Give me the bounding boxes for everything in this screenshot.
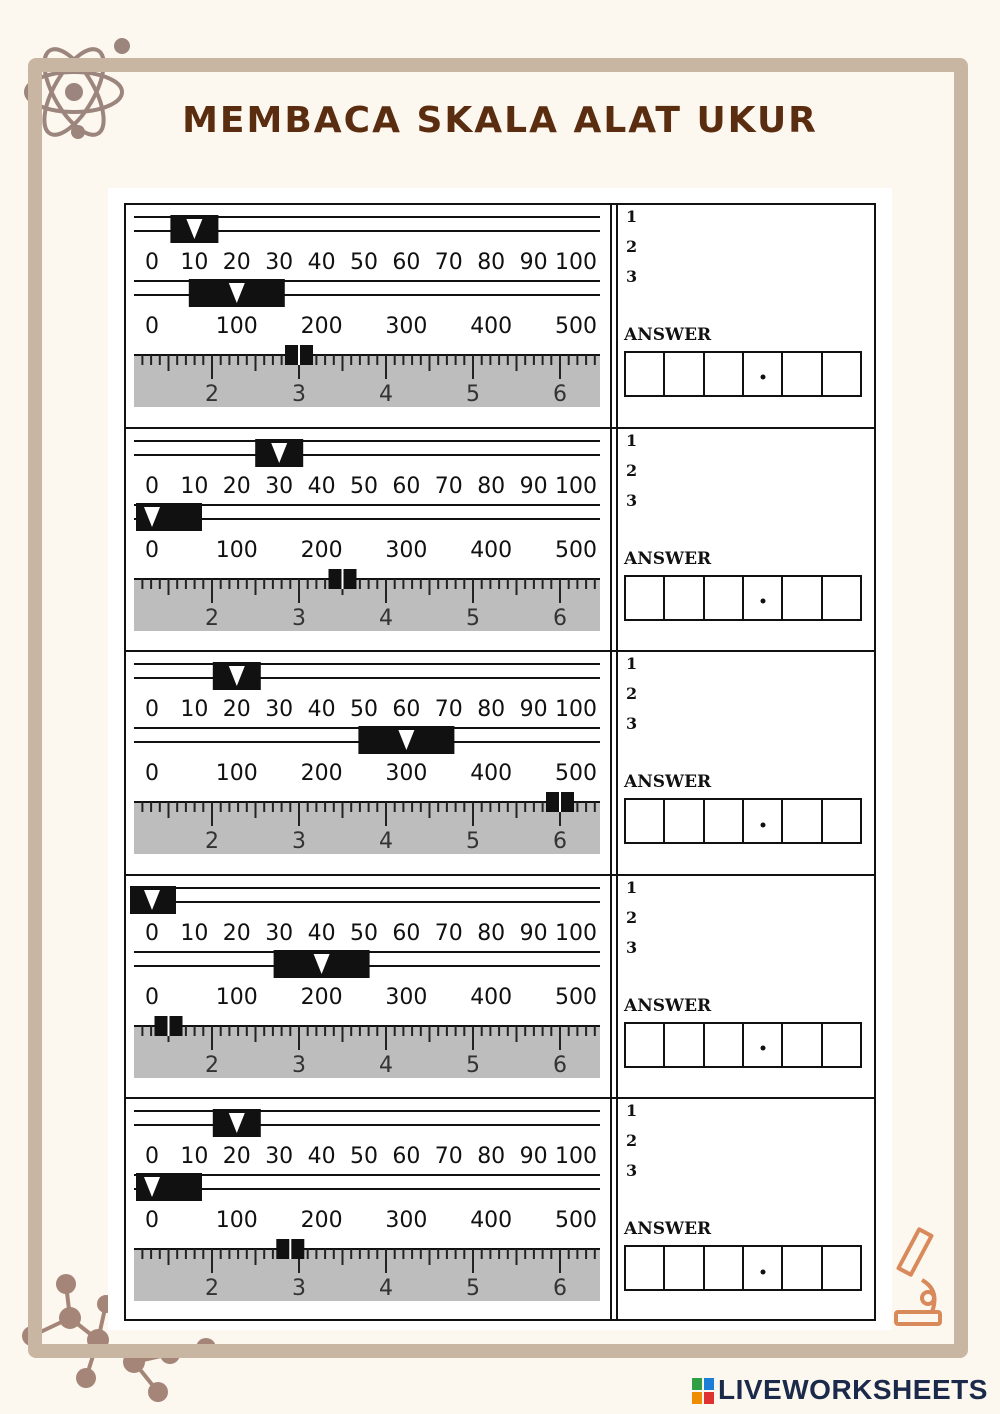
scale-tick-label: 80 (477, 1144, 506, 1170)
scale-tick-label: 30 (265, 473, 294, 499)
scale-tick-label: 0 (145, 761, 159, 787)
scale-tick-label: 70 (434, 250, 463, 275)
scale-tick-label: 0 (145, 314, 159, 339)
answer-digit-input[interactable] (783, 1247, 822, 1289)
question-number: 3 (626, 267, 638, 286)
scale-tick-label: 500 (555, 984, 597, 1010)
scale-tick-label: 100 (215, 1208, 258, 1234)
ruler-tick-label: 2 (205, 829, 219, 855)
measuring-scales (130, 878, 610, 1092)
scale-tick-label: 30 (265, 920, 294, 946)
answer-digit-input[interactable] (823, 800, 860, 842)
scale-tick-label: 60 (392, 697, 421, 723)
ruler-tick-label: 5 (466, 829, 480, 855)
answer-decimal-cell (744, 577, 783, 619)
scale-pointer (189, 279, 285, 307)
answer-input-boxes (624, 575, 862, 621)
scale-tick-label: 20 (222, 473, 251, 499)
decimal-point (760, 1269, 765, 1274)
scale-tick-label: 60 (392, 250, 421, 275)
scale-tick-label: 300 (385, 761, 428, 787)
question-number: 3 (626, 714, 638, 734)
ruler-pointer (285, 345, 313, 365)
scale-tick-label: 60 (392, 1144, 421, 1170)
answer-cell (616, 1097, 876, 1321)
ruler-tick-label: 5 (466, 1052, 480, 1078)
scale-tick-label: 400 (470, 984, 513, 1010)
scale-tick-label: 40 (307, 250, 336, 275)
answer-cell (616, 203, 876, 427)
scale-pointer (255, 439, 303, 467)
ruler-tick-label: 2 (205, 382, 219, 407)
exercise-row (124, 874, 876, 1098)
scale-tick-label: 90 (519, 1144, 548, 1170)
scale-pointer (130, 886, 176, 914)
scale-tick-label: 400 (470, 537, 513, 563)
ruler-tick-label: 6 (553, 1276, 567, 1302)
ruler-tick-label: 6 (553, 1052, 567, 1078)
answer-digit-input[interactable] (665, 353, 704, 395)
answer-label: ANSWER (624, 995, 712, 1016)
answer-digit-input[interactable] (626, 1024, 665, 1066)
question-number: 3 (626, 490, 638, 510)
measuring-scales (130, 654, 610, 868)
scale-tick-label: 30 (265, 250, 294, 275)
scale-tick-label: 500 (555, 1208, 597, 1234)
scale-tick-label: 500 (555, 314, 597, 339)
ruler-pointer (155, 1016, 183, 1036)
ruler-tick-label: 4 (379, 1276, 393, 1302)
question-number: 1 (626, 1101, 638, 1121)
scale-pointer (136, 1173, 202, 1201)
scale-tick-label: 80 (477, 697, 506, 723)
ruler-tick-label: 4 (379, 382, 393, 407)
scale-tick-label: 100 (555, 697, 597, 723)
answer-digit-input[interactable] (665, 800, 704, 842)
answer-digit-input[interactable] (665, 577, 704, 619)
scale-tick-label: 60 (392, 473, 421, 499)
scale-tick-label: 70 (434, 1144, 463, 1170)
scale-tick-label: 200 (300, 314, 343, 339)
scale-tick-label: 50 (350, 697, 378, 723)
scale-tick-label: 90 (519, 920, 548, 946)
liveworksheets-brand: LIVEWORKSHEETS (718, 1374, 988, 1405)
scale-tick-label: 0 (145, 473, 159, 499)
scale-cell (124, 874, 612, 1098)
scale-tick-label: 10 (180, 697, 209, 723)
scale-pointer (136, 503, 202, 531)
answer-digit-input[interactable] (665, 1247, 704, 1289)
answer-label: ANSWER (624, 772, 712, 793)
question-number: 1 (626, 877, 638, 897)
ruler-tick-label: 5 (466, 605, 480, 631)
ruler-tick-label: 5 (466, 1276, 480, 1302)
ruler-tick-label: 3 (292, 1052, 306, 1078)
decimal-point (760, 375, 765, 380)
scale-tick-label: 200 (300, 761, 343, 787)
scale-tick-label: 400 (470, 761, 513, 787)
scale-tick-label: 70 (434, 920, 463, 946)
scale-tick-label: 100 (555, 920, 597, 946)
question-number: 2 (626, 684, 638, 704)
answer-decimal-cell (744, 800, 783, 842)
decimal-point (760, 1046, 765, 1051)
scale-tick-label: 40 (307, 697, 336, 723)
scale-tick-label: 50 (350, 250, 378, 275)
answer-digit-input[interactable] (783, 577, 822, 619)
scale-tick-label: 500 (555, 761, 597, 787)
answer-decimal-cell (744, 1247, 783, 1289)
scale-tick-label: 90 (519, 473, 548, 499)
measuring-scales (130, 431, 610, 645)
question-number: 1 (626, 654, 638, 674)
question-number: 2 (626, 460, 638, 480)
ruler-tick-label: 6 (553, 382, 567, 407)
answer-input-boxes (624, 798, 862, 844)
ruler-tick-label: 3 (292, 1276, 306, 1302)
answer-input-boxes (624, 351, 862, 397)
ruler-tick-label: 5 (466, 382, 480, 407)
scale-tick-label: 40 (307, 1144, 336, 1170)
scale-tick-label: 10 (180, 1144, 209, 1170)
scale-pointer (358, 726, 454, 754)
exercise-row (124, 203, 876, 427)
decimal-point (760, 598, 765, 603)
answer-label: ANSWER (624, 1219, 712, 1240)
scale-pointer (213, 662, 261, 690)
answer-digit-input[interactable] (665, 1024, 704, 1066)
scale-tick-label: 30 (265, 697, 294, 723)
scale-tick-label: 20 (222, 920, 251, 946)
scale-tick-label: 100 (215, 984, 258, 1010)
ruler-tick-label: 2 (205, 1276, 219, 1302)
scale-tick-label: 70 (434, 473, 463, 499)
answer-decimal-cell (744, 1024, 783, 1066)
scale-tick-label: 300 (385, 1208, 428, 1234)
scale-pointer (170, 215, 218, 243)
scale-tick-label: 20 (222, 697, 251, 723)
answer-digit-input[interactable] (626, 1247, 665, 1289)
question-number: 2 (626, 237, 638, 256)
answer-cell (616, 650, 876, 874)
answer-decimal-cell (744, 353, 783, 395)
answer-cell (616, 427, 876, 651)
scale-cell (124, 427, 612, 651)
answer-digit-input[interactable] (783, 1024, 822, 1066)
question-number: 2 (626, 907, 638, 927)
scale-tick-label: 0 (145, 250, 159, 275)
scale-cell (124, 203, 612, 427)
scale-cell (124, 1097, 612, 1321)
scale-tick-label: 20 (222, 250, 251, 275)
ruler-pointer (276, 1239, 304, 1259)
question-number: 1 (626, 430, 638, 450)
scale-tick-label: 100 (555, 250, 597, 275)
scale-tick-label: 50 (350, 920, 378, 946)
measuring-scales (130, 1101, 610, 1315)
scale-tick-label: 40 (307, 920, 336, 946)
scale-tick-label: 100 (215, 314, 258, 339)
exercise-table (124, 203, 876, 1321)
measuring-scales (130, 207, 610, 421)
page-title: MEMBACA SKALA ALAT UKUR (182, 100, 818, 141)
ruler-tick-label: 2 (205, 1052, 219, 1078)
ruler-tick-label: 4 (379, 829, 393, 855)
ruler-pointer (546, 792, 574, 812)
question-number: 2 (626, 1131, 638, 1151)
exercise-row (124, 650, 876, 874)
scale-tick-label: 0 (145, 984, 159, 1010)
answer-digit-input[interactable] (783, 353, 822, 395)
answer-digit-input[interactable] (823, 353, 860, 395)
scale-tick-label: 50 (350, 1144, 378, 1170)
answer-digit-input[interactable] (705, 577, 744, 619)
answer-digit-input[interactable] (823, 1024, 860, 1066)
answer-cell (616, 874, 876, 1098)
question-number: 3 (626, 1161, 638, 1181)
answer-label: ANSWER (624, 548, 712, 569)
exercise-row (124, 427, 876, 651)
scale-tick-label: 400 (470, 1208, 513, 1234)
ruler-tick-label: 6 (553, 829, 567, 855)
answer-digit-input[interactable] (626, 577, 665, 619)
scale-tick-label: 200 (300, 537, 343, 563)
answer-digit-input[interactable] (823, 577, 860, 619)
ruler-tick-label: 2 (205, 605, 219, 631)
answer-digit-input[interactable] (783, 800, 822, 842)
scale-tick-label: 300 (385, 984, 428, 1010)
scale-tick-label: 200 (300, 1208, 343, 1234)
ruler-tick-label: 3 (292, 829, 306, 855)
scale-tick-label: 90 (519, 697, 548, 723)
answer-digit-input[interactable] (705, 1247, 744, 1289)
answer-input-boxes (624, 1245, 862, 1291)
scale-tick-label: 10 (180, 473, 209, 499)
answer-label: ANSWER (624, 325, 712, 345)
scale-tick-label: 70 (434, 697, 463, 723)
ruler-pointer (329, 569, 357, 589)
scale-tick-label: 30 (265, 1144, 294, 1170)
scale-tick-label: 80 (477, 920, 506, 946)
ruler-tick-label: 4 (379, 605, 393, 631)
scale-tick-label: 500 (555, 537, 597, 563)
scale-tick-label: 60 (392, 920, 421, 946)
scale-tick-label: 80 (477, 473, 506, 499)
ruler-tick-label: 3 (292, 605, 306, 631)
scale-tick-label: 300 (385, 537, 428, 563)
answer-digit-input[interactable] (626, 800, 665, 842)
scale-tick-label: 10 (180, 920, 209, 946)
scale-tick-label: 100 (555, 473, 597, 499)
scale-tick-label: 0 (145, 537, 159, 563)
question-number: 3 (626, 937, 638, 957)
scale-tick-label: 0 (145, 1208, 159, 1234)
scale-tick-label: 50 (350, 473, 378, 499)
scale-tick-label: 0 (145, 697, 159, 723)
ruler-tick-label: 4 (379, 1052, 393, 1078)
scale-tick-label: 10 (180, 250, 209, 275)
answer-digit-input[interactable] (705, 1024, 744, 1066)
answer-input-boxes (624, 1022, 862, 1068)
scale-tick-label: 0 (145, 920, 159, 946)
scale-tick-label: 100 (555, 1144, 597, 1170)
question-number: 1 (626, 207, 638, 226)
liveworksheets-logo-icon (692, 1378, 714, 1404)
ruler-tick-label: 3 (292, 382, 306, 407)
exercise-row (124, 1097, 876, 1321)
scale-cell (124, 650, 612, 874)
answer-digit-input[interactable] (705, 353, 744, 395)
scale-tick-label: 100 (215, 537, 258, 563)
scale-pointer (274, 950, 370, 978)
scale-tick-label: 200 (300, 984, 343, 1010)
answer-digit-input[interactable] (705, 800, 744, 842)
answer-digit-input[interactable] (626, 353, 665, 395)
scale-tick-label: 90 (519, 250, 548, 275)
scale-tick-label: 80 (477, 250, 506, 275)
answer-digit-input[interactable] (823, 1247, 860, 1289)
scale-tick-label: 400 (470, 314, 513, 339)
scale-tick-label: 100 (215, 761, 258, 787)
decimal-point (760, 822, 765, 827)
scale-pointer (213, 1109, 261, 1137)
ruler-tick-label: 6 (553, 605, 567, 631)
scale-tick-label: 40 (307, 473, 336, 499)
scale-tick-label: 0 (145, 1144, 159, 1170)
scale-tick-label: 300 (385, 314, 428, 339)
scale-tick-label: 20 (222, 1144, 251, 1170)
